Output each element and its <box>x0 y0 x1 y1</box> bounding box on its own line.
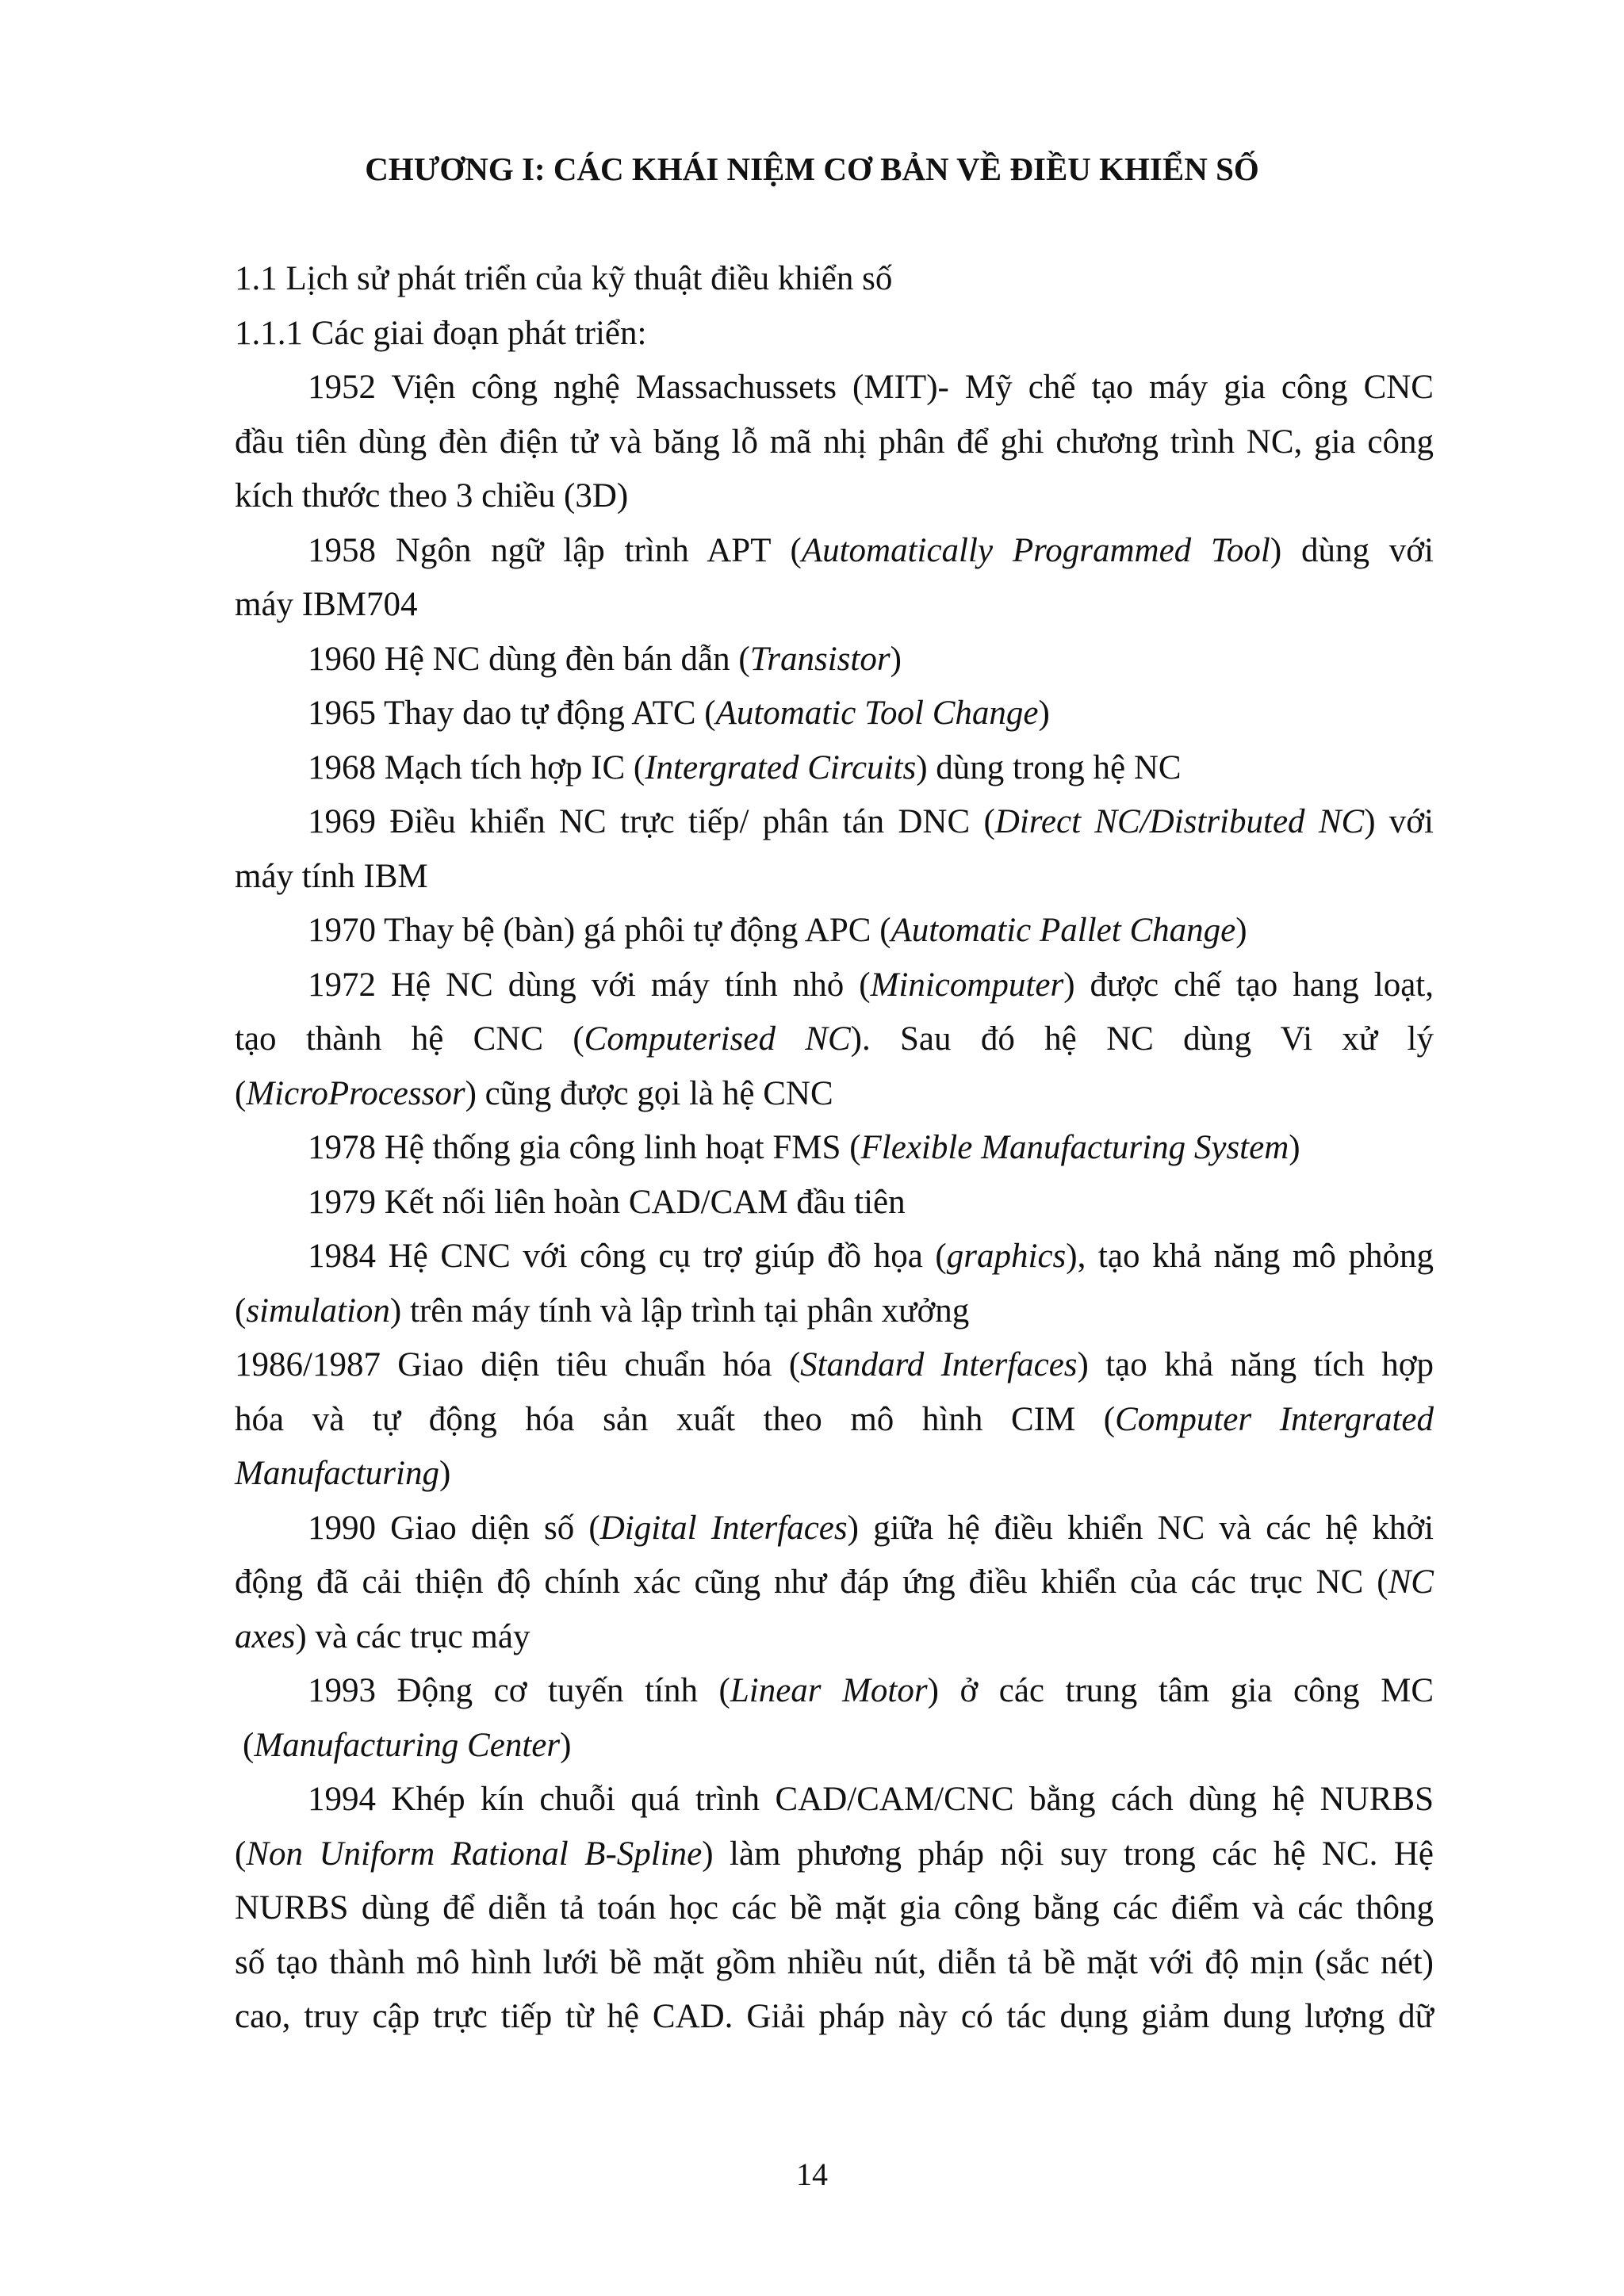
italic-text: axes <box>235 1617 296 1655</box>
text-line <box>235 1556 1434 1610</box>
text-run: ( <box>235 1074 247 1112</box>
italic-text: Automatically Programmed Tool <box>801 531 1270 569</box>
text-run: số tạo thành mô hình lưới bề mặt gồm nhiều nút, diễn tả bề mặt với độ mịn (sắc nét) <box>235 1943 1434 1981</box>
italic-text: Automatic Tool Change <box>715 695 1039 732</box>
text-run: tạo thành hệ CNC ( <box>235 1020 584 1058</box>
text-line <box>235 795 1434 850</box>
italic-text: simulation <box>246 1292 390 1330</box>
text-line <box>235 1447 1434 1502</box>
text-run: ) ở các trung tâm gia công MC <box>927 1672 1434 1709</box>
text-run: ) <box>1235 912 1247 949</box>
text-run: ( <box>243 1726 255 1764</box>
text-run: kích thước theo 3 chiều (3D) <box>235 477 629 515</box>
italic-text: Computer Intergrated <box>1115 1400 1434 1438</box>
text-run: 1979 Kết nối liên hoàn CAD/CAM đầu tiên <box>308 1183 906 1221</box>
italic-text: Standard Interfaces <box>800 1346 1078 1383</box>
italic-text: Direct NC/Distributed NC <box>994 803 1365 840</box>
italic-text: Manufacturing Center <box>254 1726 561 1764</box>
text-run: hóa và tự động hóa sản xuất theo mô hình CIM ( <box>235 1400 1116 1438</box>
text-line <box>235 1121 1434 1176</box>
text-line <box>235 415 1434 470</box>
text-run: ) làm phương pháp nội suy trong các hệ NC. Hệ <box>702 1835 1434 1873</box>
text-line <box>235 1393 1434 1448</box>
text-line <box>235 1012 1434 1067</box>
page-number: 14 <box>796 2156 828 2192</box>
text-line <box>235 1773 1434 1827</box>
text-run: 1969 Điều khiển NC trực tiếp/ phân tán DNC ( <box>308 803 995 840</box>
text-line <box>235 1719 1434 1774</box>
text-line <box>235 904 1434 959</box>
text-line <box>235 361 1434 415</box>
text-run: 1972 Hệ NC dùng với máy tính nhỏ ( <box>308 966 871 1004</box>
chapter-title: CHƯƠNG I: CÁC KHÁI NIỆM CƠ BẢN VỀ ĐIỀU KHIỂN SỐ <box>365 151 1259 187</box>
text-line <box>235 1664 1434 1719</box>
text-line <box>235 687 1434 741</box>
text-line <box>235 1990 1434 2045</box>
italic-text: Computerised NC <box>584 1020 851 1058</box>
text-run: 1978 Hệ thống gia công linh hoạt FMS ( <box>308 1129 861 1166</box>
text-run: ) với <box>1364 803 1434 840</box>
italic-text: MicroProcessor <box>246 1074 465 1112</box>
italic-text: Flexible Manufacturing System <box>860 1129 1289 1166</box>
text-line <box>235 1881 1434 1936</box>
text-run: 1970 Thay bệ (bàn) gá phôi tự động APC ( <box>308 912 891 949</box>
italic-text: graphics <box>946 1238 1067 1275</box>
text-run: 1990 Giao diện số ( <box>308 1509 600 1547</box>
text-run: ) <box>439 1455 451 1492</box>
text-line <box>235 741 1434 796</box>
text-run: 1993 Động cơ tuyến tính ( <box>308 1672 730 1709</box>
text-run: ) <box>1038 695 1050 732</box>
italic-text: Manufacturing <box>235 1455 439 1492</box>
text-run: ) dùng với <box>1270 531 1434 569</box>
text-line <box>235 469 1434 524</box>
italic-text: Digital Interfaces <box>599 1509 848 1547</box>
text-run: ) tạo khả năng tích hợp <box>1077 1346 1434 1383</box>
text-line <box>235 1502 1434 1556</box>
italic-text: Intergrated Circuits <box>645 748 917 786</box>
text-run: ) cũng được gọi là hệ CNC <box>465 1074 833 1112</box>
text-run: máy IBM704 <box>235 586 418 623</box>
text-run: ) giữa hệ điều khiển NC và các hệ khởi <box>847 1509 1434 1547</box>
text-line <box>235 850 1434 905</box>
body-text <box>235 252 1434 2045</box>
text-run: ) <box>560 1726 572 1764</box>
text-run: ) và các trục máy <box>295 1617 530 1655</box>
text-run: cao, truy cập trực tiếp từ hệ CAD. Giải pháp này có tác dụng giảm dung lượng dữ <box>235 1998 1434 2035</box>
text-line <box>235 307 1434 362</box>
text-run: 1960 Hệ NC dùng đèn bán dẫn ( <box>308 640 750 678</box>
italic-text: Minicomputer <box>870 966 1064 1004</box>
italic-text: NC <box>1388 1563 1434 1601</box>
text-run: ( <box>235 1292 247 1330</box>
text-run: 1968 Mạch tích hợp IC ( <box>308 748 645 786</box>
text-run: đầu tiên dùng đèn điện tử và băng lỗ mã nhị phân để ghi chương trình NC, gia công <box>235 423 1434 461</box>
text-run: 1994 Khép kín chuỗi quá trình CAD/CAM/CNC bằng cách dùng hệ NURBS <box>308 1781 1434 1818</box>
text-line <box>235 1067 1434 1122</box>
text-run: ) <box>1289 1129 1300 1166</box>
text-line <box>235 1176 1434 1230</box>
text-line <box>235 633 1434 687</box>
text-run: 1958 Ngôn ngữ lập trình APT ( <box>308 531 802 569</box>
text-line <box>235 1284 1434 1339</box>
text-run: ), tạo khả năng mô phỏng <box>1066 1238 1434 1275</box>
italic-text: Linear Motor <box>730 1672 928 1709</box>
text-run: ) được chế tạo hang loạt, <box>1063 966 1434 1004</box>
text-run: 1952 Viện công nghệ Massachussets (MIT)- Mỹ chế tạo máy gia công CNC <box>308 369 1434 406</box>
text-line <box>235 1610 1434 1665</box>
text-run: ) dùng trong hệ NC <box>916 748 1182 786</box>
text-line <box>235 252 1434 307</box>
text-line <box>235 1827 1434 1882</box>
text-run: 1965 Thay dao tự động ATC ( <box>308 695 716 732</box>
text-run: 1984 Hệ CNC với công cụ trợ giúp đồ họa ( <box>308 1238 947 1275</box>
text-run: NURBS dùng để diễn tả toán học các bề mặt gia công bằng các điểm và các thông <box>235 1889 1434 1927</box>
text-line <box>235 524 1434 579</box>
text-run: 1.1 Lịch sử phát triển của kỹ thuật điều khiển số <box>235 260 893 297</box>
italic-text: Automatic Pallet Change <box>891 912 1236 949</box>
text-run: ). Sau đó hệ NC dùng Vi xử lý <box>850 1020 1434 1058</box>
text-run: ( <box>235 1835 247 1873</box>
italic-text: Transistor <box>749 640 891 678</box>
text-line <box>235 578 1434 633</box>
text-run: ) <box>890 640 902 678</box>
text-line <box>235 1936 1434 1991</box>
text-line <box>235 1338 1434 1393</box>
text-line <box>235 959 1434 1013</box>
italic-text: Non Uniform Rational B-Spline <box>246 1835 703 1873</box>
text-run: 1986/1987 Giao diện tiêu chuẩn hóa ( <box>235 1346 801 1383</box>
text-run: 1.1.1 Các giai đoạn phát triển: <box>235 314 647 352</box>
text-run: động đã cải thiện độ chính xác cũng như đáp ứng điều khiển của các trục NC ( <box>235 1563 1388 1601</box>
text-run: máy tính IBM <box>235 857 428 895</box>
text-run: ) trên máy tính và lập trình tại phân xưởng <box>389 1292 970 1330</box>
text-line <box>235 1230 1434 1284</box>
